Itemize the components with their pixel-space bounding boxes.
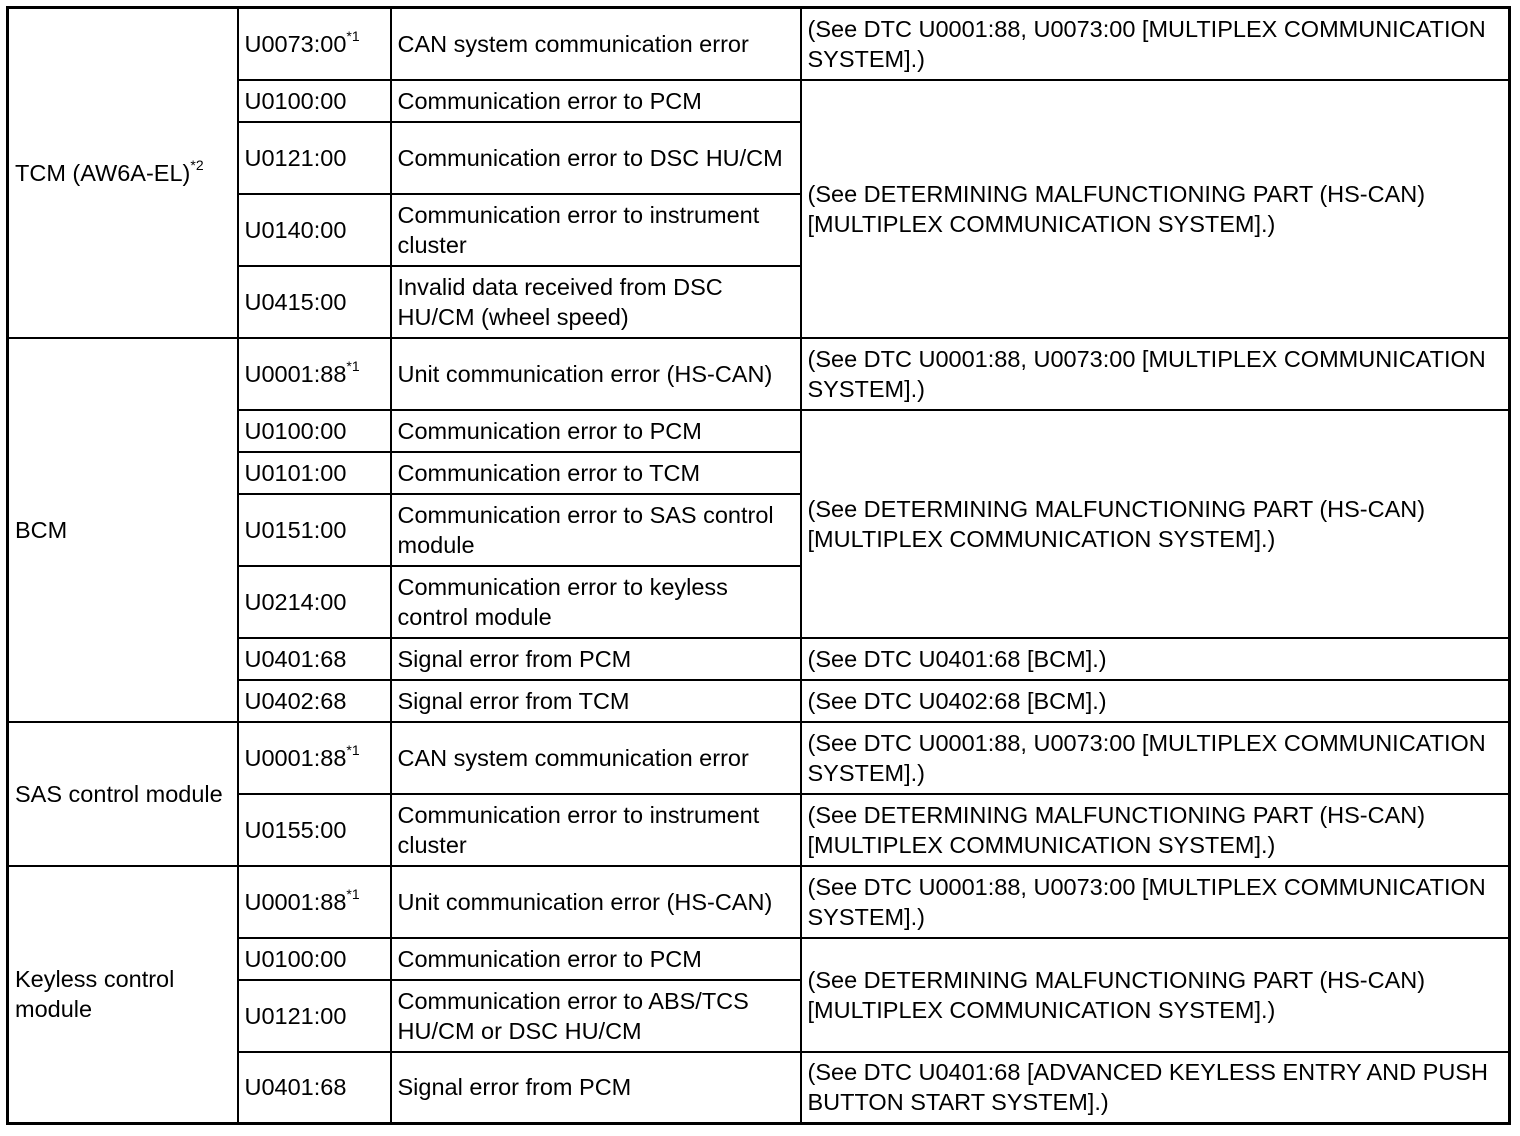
module-name: SAS control module <box>8 722 238 866</box>
table-row <box>8 338 1510 410</box>
module-name: TCM (AW6A-EL) <box>15 159 191 186</box>
dtc-code: U0001:88 <box>244 744 347 771</box>
dtc-description: CAN system communication error <box>391 722 801 794</box>
dtc-reference: (See DETERMINING MALFUNCTIONING PART (HS-CAN) [MULTIPLEX COMMUNICATION SYSTEM].) <box>801 80 1510 338</box>
dtc-table <box>6 6 1511 1125</box>
dtc-code: U0001:88 <box>244 888 347 915</box>
table-row <box>8 8 1510 80</box>
dtc-table-wrapper <box>6 6 1508 1125</box>
dtc-code: U0155:00 <box>238 794 391 866</box>
dtc-code: U0401:68 <box>238 1052 391 1124</box>
dtc-description: Unit communication error (HS-CAN) <box>391 866 801 938</box>
dtc-reference: (See DETERMINING MALFUNCTIONING PART (HS-CAN) [MULTIPLEX COMMUNICATION SYSTEM].) <box>801 794 1510 866</box>
module-cell <box>8 8 238 338</box>
dtc-code: U0121:00 <box>238 122 391 194</box>
dtc-code: U0214:00 <box>238 566 391 638</box>
dtc-description: Communication error to instrument cluster <box>391 194 801 266</box>
dtc-code: U0100:00 <box>238 410 391 452</box>
dtc-code: U0151:00 <box>238 494 391 566</box>
dtc-description: Communication error to ABS/TCS HU/CM or DSC HU/CM <box>391 980 801 1052</box>
dtc-description: Communication error to TCM <box>391 452 801 494</box>
dtc-reference: (See DETERMINING MALFUNCTIONING PART (HS-CAN) [MULTIPLEX COMMUNICATION SYSTEM].) <box>801 410 1510 638</box>
dtc-code: U0402:68 <box>238 680 391 722</box>
dtc-description: Signal error from TCM <box>391 680 801 722</box>
dtc-reference: (See DTC U0001:88, U0073:00 [MULTIPLEX COMMUNICATION SYSTEM].) <box>801 866 1510 938</box>
dtc-code: U0001:88 <box>244 360 347 387</box>
dtc-code: U0415:00 <box>238 266 391 338</box>
dtc-description: Signal error from PCM <box>391 638 801 680</box>
dtc-description: Invalid data received from DSC HU/CM (wheel speed) <box>391 266 801 338</box>
dtc-reference: (See DETERMINING MALFUNCTIONING PART (HS-CAN) [MULTIPLEX COMMUNICATION SYSTEM].) <box>801 938 1510 1052</box>
dtc-code-cell <box>238 866 391 938</box>
dtc-code: U0073:00 <box>244 30 347 57</box>
module-name: Keyless control module <box>8 866 238 1124</box>
dtc-code-cell <box>238 338 391 410</box>
module-footnote-mark: *2 <box>190 156 204 173</box>
dtc-code: U0121:00 <box>238 980 391 1052</box>
dtc-description: Communication error to PCM <box>391 80 801 122</box>
dtc-description: Communication error to DSC HU/CM <box>391 122 801 194</box>
dtc-code: U0100:00 <box>238 80 391 122</box>
dtc-description: Signal error from PCM <box>391 1052 801 1124</box>
table-row <box>8 866 1510 938</box>
dtc-reference: (See DTC U0401:68 [BCM].) <box>801 638 1510 680</box>
dtc-footnote-mark: *1 <box>346 357 360 374</box>
dtc-footnote-mark: *1 <box>346 885 360 902</box>
dtc-footnote-mark: *1 <box>346 27 360 44</box>
dtc-reference: (See DTC U0001:88, U0073:00 [MULTIPLEX COMMUNICATION SYSTEM].) <box>801 722 1510 794</box>
dtc-description: Communication error to PCM <box>391 938 801 980</box>
module-name: BCM <box>8 338 238 722</box>
dtc-description: Communication error to keyless control module <box>391 566 801 638</box>
table-row <box>8 722 1510 794</box>
dtc-code: U0100:00 <box>238 938 391 980</box>
dtc-description: CAN system communication error <box>391 8 801 80</box>
dtc-reference: (See DTC U0402:68 [BCM].) <box>801 680 1510 722</box>
dtc-footnote-mark: *1 <box>346 741 360 758</box>
dtc-reference: (See DTC U0001:88, U0073:00 [MULTIPLEX COMMUNICATION SYSTEM].) <box>801 338 1510 410</box>
dtc-description: Communication error to SAS control module <box>391 494 801 566</box>
dtc-reference: (See DTC U0401:68 [ADVANCED KEYLESS ENTRY AND PUSH BUTTON START SYSTEM].) <box>801 1052 1510 1124</box>
dtc-code: U0140:00 <box>238 194 391 266</box>
dtc-reference: (See DTC U0001:88, U0073:00 [MULTIPLEX COMMUNICATION SYSTEM].) <box>801 8 1510 80</box>
dtc-description: Communication error to instrument cluster <box>391 794 801 866</box>
dtc-description: Unit communication error (HS-CAN) <box>391 338 801 410</box>
dtc-code: U0401:68 <box>238 638 391 680</box>
dtc-code: U0101:00 <box>238 452 391 494</box>
dtc-description: Communication error to PCM <box>391 410 801 452</box>
dtc-code-cell <box>238 722 391 794</box>
dtc-code-cell <box>238 8 391 80</box>
